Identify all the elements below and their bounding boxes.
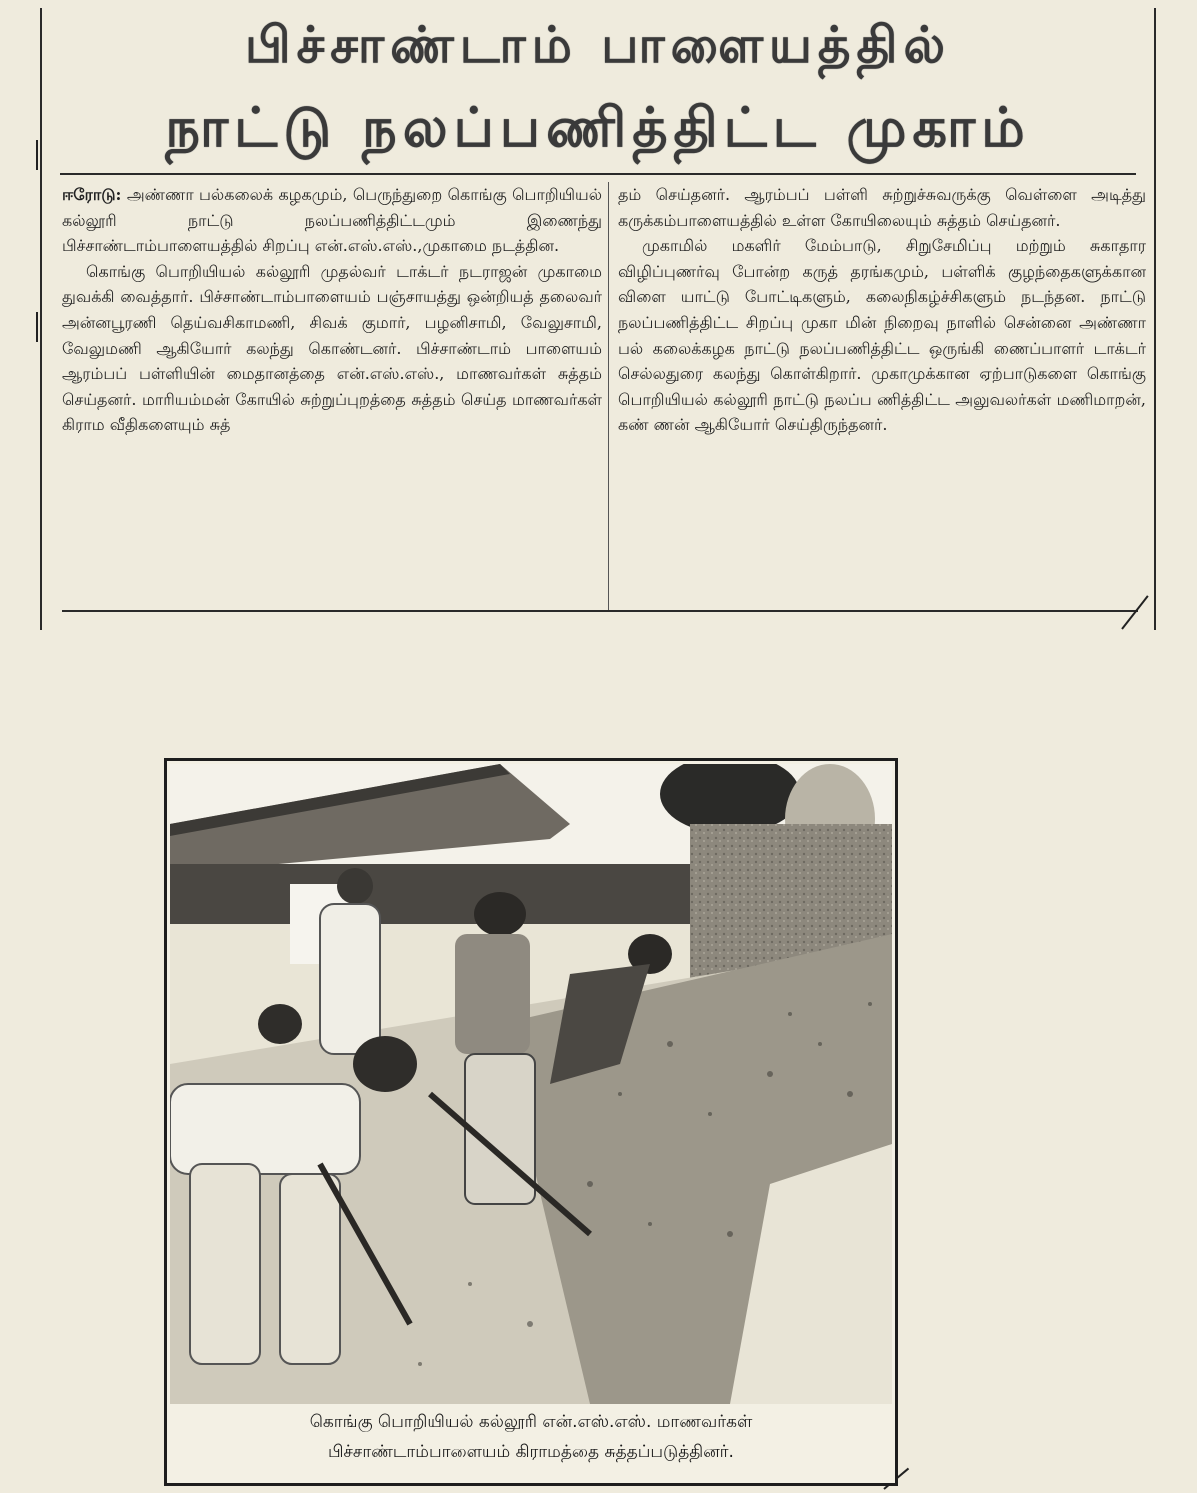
article-paragraph (62, 182, 602, 259)
headline-line-2: நாட்டு நலப்பணித்திட்ட முகாம் (165, 96, 1031, 159)
newspaper-clipping (40, 8, 1156, 630)
column-divider (608, 182, 609, 612)
margin-mark (36, 312, 38, 342)
bottom-rule (62, 610, 1138, 612)
article-paragraph: கொங்கு பொறியியல் கல்லூரி முதல்வர் டாக்டர் நடராஜன் முகாமை துவக்கி வைத்தார். பிச்சாண்டாம்பாளையம் பஞ்சாயத்து ஒன்றியத் தலைவர் அன்னபூரணி தெய்வசிகாமணி, சிவக் குமார், பழனிசாமி, வேலுசாமி, வேலுமணி ஆகியோர் கலந்து கொண்டனர். பிச்சாண்டாம் பாளையம் ஆரம்பப் பள்ளியின் மைதானத்தை என்.எஸ்.எஸ்., மாணவர்கள் சுத்தம் செய்தனர். மாரியம்மன் கோயில் சுற்றுப்புறத்தை சுத்தம் செய்த மாணவர்கள் கிராம வீதிகளையும் சுத் (62, 261, 602, 435)
article-column-2 (618, 182, 1146, 438)
article-text: அண்ணா பல்கலைக் கழகமும், பெருந்துறை கொங்கு பொறியியல் கல்லூரி நாட்டு நலப்பணித்திட்டமும் இணைந்து பிச்சாண்டாம்பாளையத்தில் சிறப்பு என்.எஸ்.எஸ்.,முகாமை நடத்தின. (62, 185, 603, 256)
news-photo (164, 758, 898, 1486)
photo-caption (170, 1407, 892, 1477)
headline-rule (60, 173, 1136, 175)
caption-line-1: கொங்கு பொறியியல் கல்லூரி என்.எஸ்.எஸ். மாணவர்கள் (309, 1412, 753, 1432)
dateline: ஈரோடு: (62, 185, 122, 204)
headline-line-1: பிச்சாண்டாம் பாளையத்தில் (245, 16, 951, 74)
margin-mark (36, 140, 38, 170)
article-column-1 (62, 182, 602, 438)
article-paragraph: முகாமில் மகளிர் மேம்பாடு, சிறுசேமிப்பு மற்றும் சுகாதார விழிப்புணர்வு போன்ற கருத் தரங்கமும், பள்ளிக் குழந்தைகளுக்கான விளை யாட்டு போட்டிகளும், கலைநிகழ்ச்சிகளும் நடந்தன. நாட்டு நலப்பணித்திட்ட சிறப்பு முகா மின் நிறைவு நாளில் சென்னை அண்ணா பல் கலைக்கழக நாட்டு நலப்பணித்திட்ட ஒருங்கி ணைப்பாளர் டாக்டர் செல்லதுரை கலந்து கொள்கிறார். முகாமுக்கான ஏற்பாடுகளை கொங்கு பொறியியல் கல்லூரி நாட்டு நலப்ப ணித்திட்ட அலுவலர்கள் மணிமாறன், கண் ணன் ஆகியோர் செய்திருந்தனர். (618, 236, 1146, 435)
article-paragraph: தம் செய்தனர். ஆரம்பப் பள்ளி சுற்றுச்சுவருக்கு வெள்ளை அடித்து கருக்கம்பாளையத்தில் உள்ள கோயிலையும் சுத்தம் செய்தனர். (618, 185, 1146, 230)
caption-line-2: பிச்சாண்டாம்பாளையம் கிராமத்தை சுத்தப்படுத்தினர். (328, 1442, 734, 1462)
photo-image (170, 764, 892, 1404)
